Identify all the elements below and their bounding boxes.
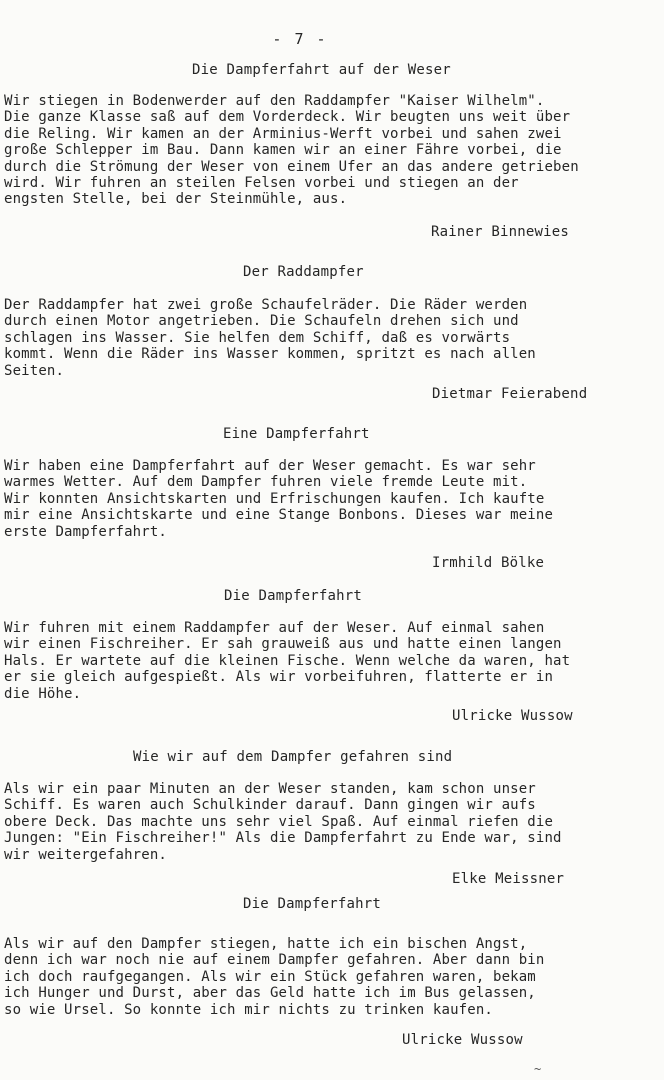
story-title: Die Dampferfahrt [243,896,382,912]
text-line: schlagen ins Wasser. Sie helfen dem Schiff, daß es vorwärts [4,329,511,346]
story-title: Der Raddampfer [243,264,364,280]
story-title: Eine Dampferfahrt [223,426,370,442]
text-line: durch die Strömung der Weser von einem Ufer an das andere getrieben [4,158,579,175]
story-text [4,297,660,379]
text-line: Wir haben eine Dampferfahrt auf der Weser gemacht. Es war sehr [4,458,536,474]
text-line: die Höhe. [4,685,82,702]
author-name: Ulricke Wussow [452,708,573,724]
text-line: mir eine Ansichtskarte und eine Stange Bonbons. Dieses war meine [4,507,554,524]
story-text [4,936,660,1018]
text-line: Als wir auf den Dampfer stiegen, hatte ich ein bischen Angst, [4,936,528,952]
text-line: Wir konnten Ansichtskarten und Erfrischungen kaufen. Ich kaufte [4,490,545,507]
text-line: Seiten. [4,362,65,379]
scan-speck: ~ [534,1062,542,1076]
text-line: Als wir ein paar Minuten an der Weser standen, kam schon unser [4,781,536,797]
author-name: Rainer Binnewies [431,224,570,240]
text-line: durch einen Motor angetrieben. Die Schaufeln drehen sich und [4,313,519,330]
text-line: ich doch raufgegangen. Als wir ein Stück gefahren waren, bekam [4,968,536,985]
text-line: er sie gleich aufgespießt. Als wir vorbeifuhren, flatterte er in [4,669,554,686]
text-line: Die ganze Klasse saß auf dem Vorderdeck. Wir beugten uns weit über [4,109,571,126]
text-line: engsten Stelle, bei der Steinmühle, aus. [4,191,348,208]
story-text [4,93,660,208]
story-text [4,458,660,540]
story-text [4,781,660,863]
story-text [4,620,660,702]
story-title: Die Dampferfahrt [224,588,363,604]
text-line: so wie Ursel. So konnte ich mir nichts zu trinken kaufen. [4,1001,493,1018]
text-line: wir einen Fischreiher. Er sah grauweiß aus und hatte einen langen [4,636,562,653]
text-line: Der Raddampfer hat zwei große Schaufelräder. Die Räder werden [4,297,528,313]
text-line: ich Hunger und Durst, aber das Geld hatte ich im Bus gelassen, [4,985,536,1002]
page-number: - 7 - [272,30,328,48]
text-line: wird. Wir fuhren an steilen Felsen vorbei und stiegen an der [4,175,519,192]
text-line: Hals. Er wartete auf die kleinen Fische. Wenn welche da waren, hat [4,652,571,669]
text-line: große Schlepper im Bau. Dann kamen wir an einer Fähre vorbei, die [4,142,562,159]
author-name: Irmhild Bölke [432,555,545,571]
text-line: warmes Wetter. Auf dem Dampfer fuhren viele fremde Leute mit. [4,474,528,491]
text-line: erste Dampferfahrt. [4,523,167,540]
author-name: Elke Meissner [452,871,565,887]
text-line: Jungen: "Ein Fischreiher!" Als die Dampferfahrt zu Ende war, sind [4,830,562,847]
text-line: Wir stiegen in Bodenwerder auf den Raddampfer "Kaiser Wilhelm". [4,93,545,109]
text-line: die Reling. Wir kamen an der Arminius-Werft vorbei und sahen zwei [4,125,562,142]
text-line: obere Deck. Das machte uns sehr viel Spaß. Auf einmal riefen die [4,813,554,830]
author-name: Dietmar Feierabend [432,386,588,402]
story-title: Die Dampferfahrt auf der Weser [192,62,451,78]
text-line: Schiff. Es waren auch Schulkinder darauf. Dann gingen wir aufs [4,797,536,814]
text-line: wir weitergefahren. [4,846,167,863]
text-line: Wir fuhren mit einem Raddampfer auf der Weser. Auf einmal sahen [4,620,545,636]
text-line: denn ich war noch nie auf einem Dampfer gefahren. Aber dann bin [4,952,545,969]
story-title: Wie wir auf dem Dampfer gefahren sind [133,749,453,765]
text-line: kommt. Wenn die Räder ins Wasser kommen, spritzt es nach allen [4,346,536,363]
author-name: Ulricke Wussow [402,1032,523,1048]
